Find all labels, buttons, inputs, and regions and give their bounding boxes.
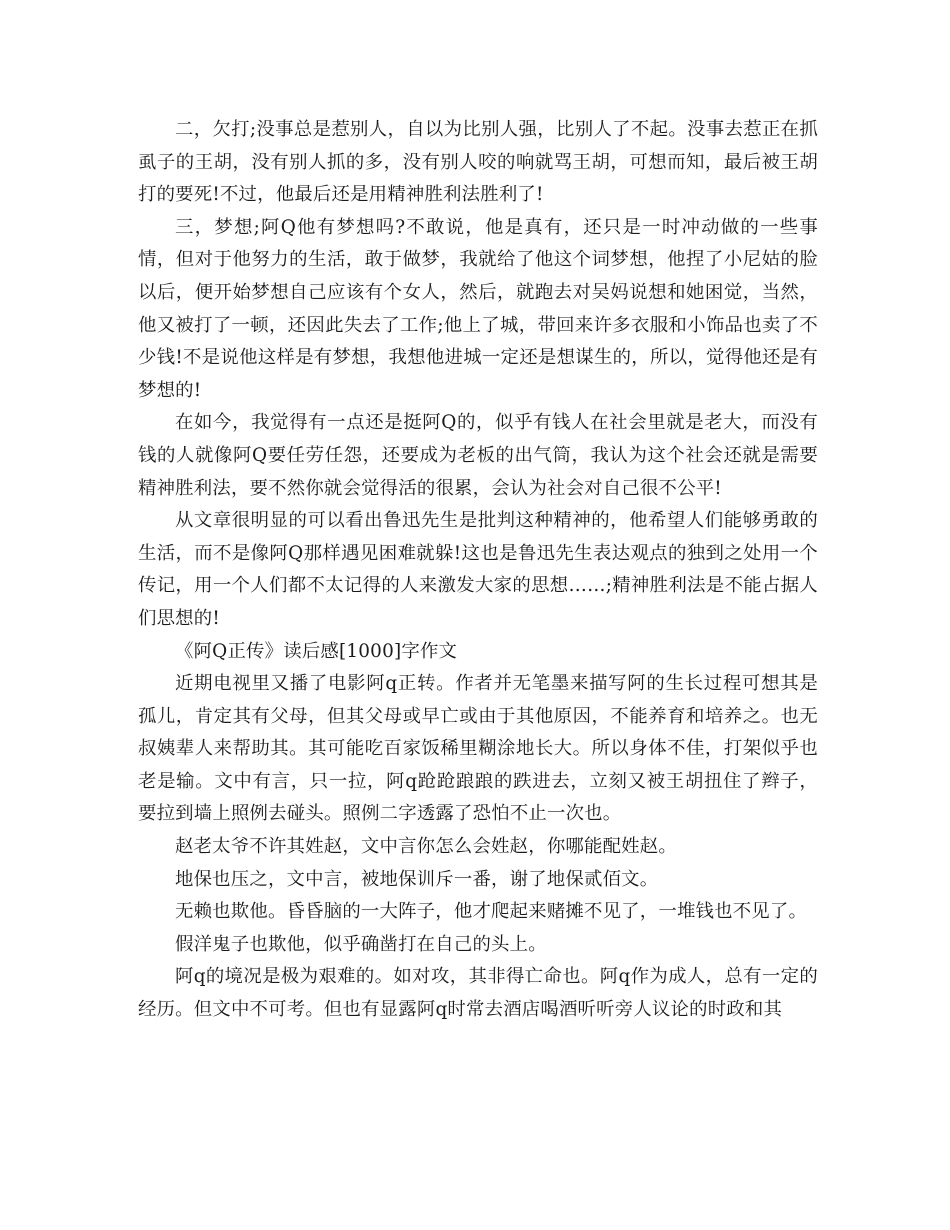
paragraph-2-dabao: 二，欠打;没事总是惹别人，自以为比别人强，比别人了不起。没事去惹正在抓虱子的王胡，没有别人抓的多，没有别人咬的响就骂王胡，可想而知，最后被王胡打的要死!不过，他最后还是用精神胜利法胜利了! [138, 119, 818, 206]
section-heading: 《阿Q正传》读后感[1000]字作文 [175, 640, 458, 662]
paragraph-zhao: 赵老太爷不许其姓赵，文中言你怎么会姓赵，你哪能配姓赵。 [175, 836, 677, 858]
paragraph-wulai: 无赖也欺他。昏昏脑的一大阵子，他才爬起来赌摊不见了，一堆钱也不见了。 [175, 901, 808, 923]
paragraph-situation: 阿q的境况是极为艰难的。如对攻，其非得亡命也。阿q作为成人，总有一定的经历。但文中不可考。但也有显露阿q时常去酒店喝酒听听旁人议论的时政和其 [138, 966, 818, 1021]
document-body [138, 114, 818, 1027]
paragraph-luxun-critique: 从文章很明显的可以看出鲁迅先生是批判这种精神的，他希望人们能够勇敢的生活，而不是像阿Q那样遇见困难就躲!这也是鲁迅先生表达观点的独到之处用一个传记，用一个人们都不太记得的人来激发大家的思想……;精神胜利法是不能占据人们思想的! [138, 510, 818, 629]
paragraph-tv-film: 近期电视里又播了电影阿q正转。作者并无笔墨来描写阿的生长过程可想其是孤儿，肯定其有父母，但其父母或早亡或由于其他原因，不能养育和培养之。也无叔姨辈人来帮助其。其可能吃百家饭稀里糊涂地长大。所以身体不佳，打架似乎也老是输。文中有言，只一拉，阿q跄跄踉踉的跌进去，立刻又被王胡扭住了辫子，要拉到墙上照例去碰头。照例二字透露了恐怕不止一次也。 [138, 673, 818, 825]
paragraph-dibao: 地保也压之，文中言，被地保训斥一番，谢了地保贰佰文。 [175, 868, 659, 890]
paragraph-3-dream: 三，梦想;阿Q他有梦想吗?不敢说，他是真有，还只是一时冲动做的一些事情，但对于他努力的生活，敢于做梦，我就给了他这个词梦想，他捏了小尼姑的脸以后，便开始梦想自己应该有个女人，然后，就跑去对吴妈说想和她困觉，当然，他又被打了一顿，还因此失去了工作;他上了城，带回来许多衣服和小饰品也卖了不少钱!不是说他这样是有梦想，我想他进城一定还是想谋生的，所以，觉得他还是有梦想的! [138, 216, 818, 401]
paragraph-nowadays: 在如今，我觉得有一点还是挺阿Q的，似乎有钱人在社会里就是老大，而没有钱的人就像阿Q要任劳任怨，还要成为老板的出气筒，我认为这个社会还就是需要精神胜利法，要不然你就会觉得活的很累，会认为社会对自己很不公平! [138, 412, 818, 499]
paragraph-yangguizi: 假洋鬼子也欺他，似乎确凿打在自己的头上。 [175, 933, 547, 955]
